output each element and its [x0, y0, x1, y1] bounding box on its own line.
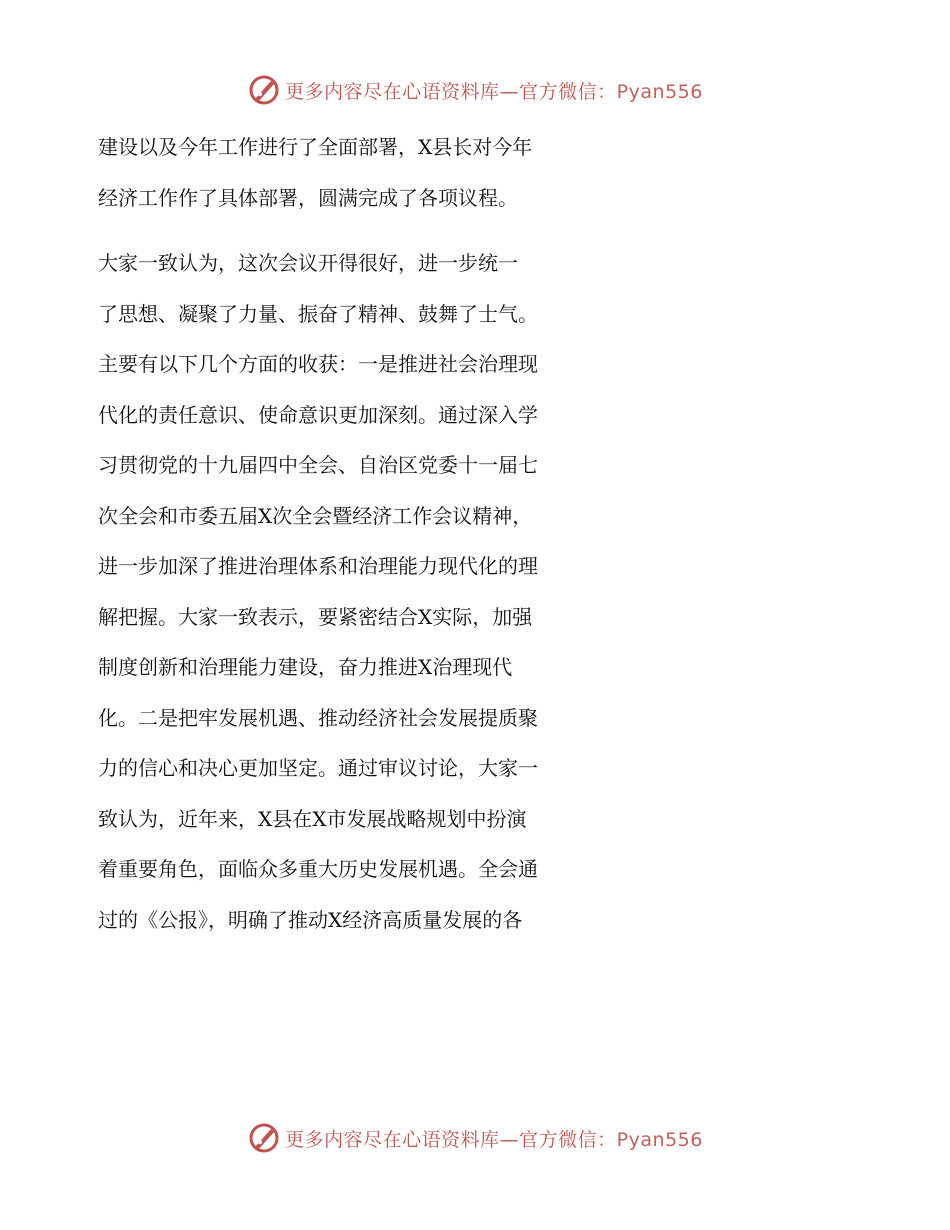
banner-text: 更多内容尽在心语资料库—官方微信：Pyan556: [285, 1128, 703, 1151]
paragraph-2: [98, 238, 858, 945]
text-line: 致认为，近年来，X县在X市发展战略规划中扮演: [98, 806, 527, 831]
text-line: 主要有以下几个方面的收获：一是推进社会治理现: [98, 352, 538, 376]
text-line: 次全会和市委五届X次全会暨经济工作会议精神，: [98, 503, 533, 528]
paragraph-1: [98, 122, 858, 223]
text-line: 制度创新和治理能力建设，奋力推进X治理现代: [98, 655, 513, 679]
text-line: 经济工作作了具体部署，圆满完成了各项议程。: [98, 185, 518, 210]
wechat-handle: Pyan556: [616, 1128, 703, 1151]
text-line: 解把握。大家一致表示，要紧密结合X实际，加强: [98, 604, 533, 629]
text-line: 习贯彻党的十九届四中全会、自治区党委十一届七: [98, 453, 538, 477]
text-line: 了思想、凝聚了力量、振奋了精神、鼓舞了士气。: [98, 301, 538, 326]
text-line: 进一步加深了推进治理体系和治理能力现代化的理: [98, 554, 538, 578]
text-line: 着重要角色，面临众多重大历史发展机遇。全会通: [98, 857, 538, 881]
text-line: 力的信心和决心更加坚定。通过审议讨论，大家一: [98, 756, 538, 780]
pen-logo-icon: [247, 73, 281, 107]
text-line: 建设以及今年工作进行了全面部署，X县长对今年: [98, 135, 533, 159]
footer-watermark-banner: [0, 1118, 950, 1158]
document-body: [98, 122, 858, 945]
wechat-handle: Pyan556: [616, 80, 703, 103]
pen-logo-icon: [247, 1121, 281, 1155]
text-line: 大家一致认为，这次会议开得很好，进一步统一: [98, 251, 518, 275]
text-line: 化。二是把牢发展机遇、推动经济社会发展提质聚: [98, 705, 538, 730]
banner-text: 更多内容尽在心语资料库—官方微信：Pyan556: [285, 80, 703, 103]
header-watermark-banner: [0, 70, 950, 110]
text-line: 代化的责任意识、使命意识更加深刻。通过深入学: [98, 402, 538, 427]
text-line: 过的《公报》，明确了推动X经济高质量发展的各: [98, 907, 523, 932]
